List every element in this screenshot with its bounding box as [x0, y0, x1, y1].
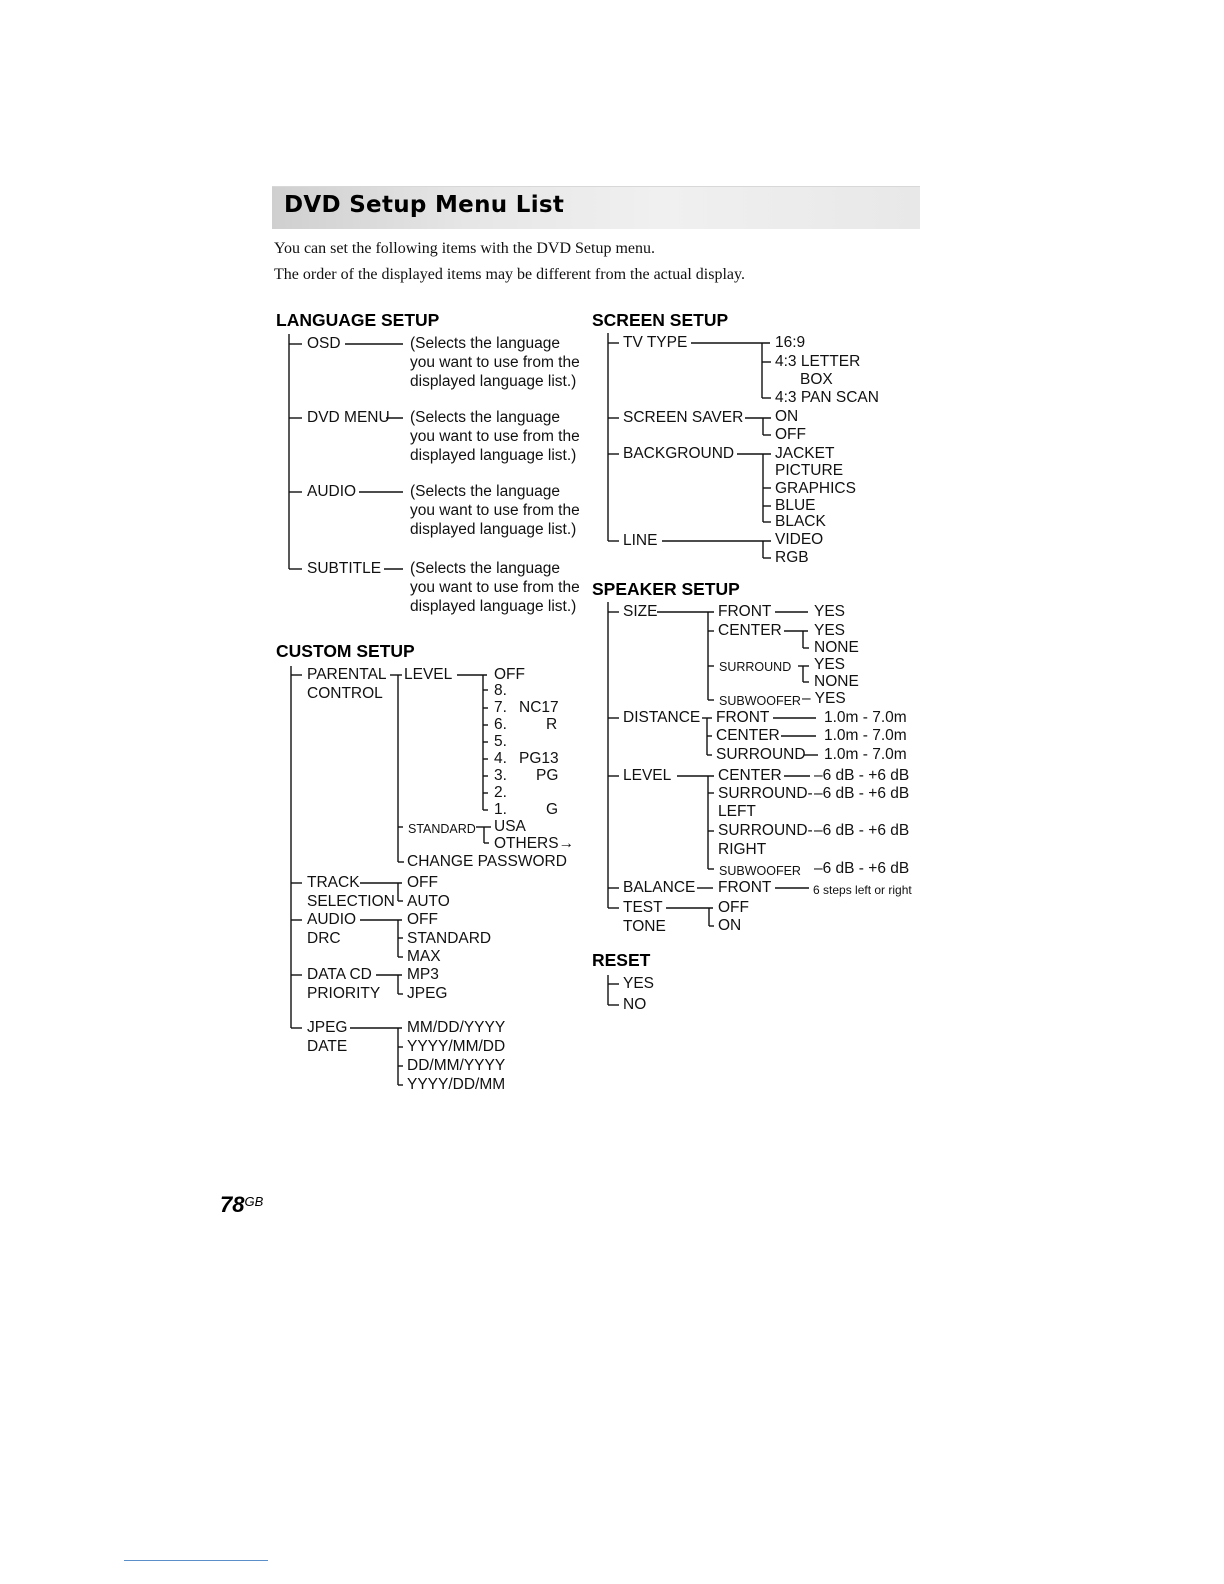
jpeg-date-label-1: JPEG: [307, 1019, 348, 1036]
size-center-yes: YES: [814, 622, 846, 639]
drc-off: OFF: [407, 911, 438, 928]
distance-front-range: 1.0m - 7.0m: [824, 709, 907, 726]
level-center: CENTER: [718, 767, 782, 784]
background-jacket: JACKET: [775, 445, 835, 462]
parental-control-label-1: PARENTAL: [307, 666, 387, 683]
tv-type-letter: 4:3 LETTER: [775, 353, 861, 370]
background-blue: BLUE: [775, 497, 816, 514]
level-3: 3.: [494, 767, 507, 784]
distance-center-range: 1.0m - 7.0m: [824, 727, 907, 744]
rating-nc17: NC17: [519, 699, 559, 716]
reset-no: NO: [623, 996, 647, 1013]
test-tone-label-2: TONE: [623, 918, 666, 935]
distance-surround: SURROUND: [716, 746, 806, 763]
subtitle-desc-2: you want to use from the: [410, 579, 580, 596]
data-cd-jpeg: JPEG: [407, 985, 448, 1002]
page-title: DVD Setup Menu List: [284, 192, 565, 218]
level-surround-left-range: –6 dB - +6 dB: [814, 785, 910, 802]
jpeg-date-option-4: YYYY/DD/MM: [407, 1076, 506, 1093]
screen-setup-heading: SCREEN SETUP: [592, 310, 729, 330]
test-tone-on: ON: [718, 917, 742, 934]
change-password: CHANGE PASSWORD: [407, 853, 567, 870]
subtitle-item: SUBTITLE: [307, 560, 382, 577]
size-front: FRONT: [718, 603, 772, 620]
standard-label: STANDARD: [408, 822, 476, 836]
osd-desc-3: displayed language list.): [410, 373, 577, 390]
audio-desc-3: displayed language list.): [410, 521, 577, 538]
jpeg-date-option-3: DD/MM/YYYY: [407, 1057, 506, 1074]
custom-setup-heading: CUSTOM SETUP: [276, 641, 415, 661]
parental-control-label-2: CONTROL: [307, 685, 383, 702]
track-auto: AUTO: [407, 893, 450, 910]
intro-line-2: The order of the displayed items may be different from the actual display.: [274, 266, 745, 283]
data-cd-mp3: MP3: [407, 966, 439, 983]
screen-saver-off: OFF: [775, 426, 806, 443]
level-center-range: –6 dB - +6 dB: [814, 767, 910, 784]
size-subwoofer: SUBWOOFER: [719, 694, 801, 708]
intro-line-1: You can set the following items with the DVD Setup menu.: [274, 240, 656, 257]
reset-yes: YES: [623, 975, 655, 992]
size-front-yes: YES: [814, 603, 846, 620]
track-selection-label-2: SELECTION: [307, 893, 395, 910]
distance-surround-range: 1.0m - 7.0m: [824, 746, 907, 763]
background-graphics: GRAPHICS: [775, 480, 856, 497]
size-label: SIZE: [623, 603, 658, 620]
level-8: 8.: [494, 682, 507, 699]
page-number-value: 78: [220, 1192, 245, 1217]
footer-rule: [124, 1560, 268, 1561]
distance-center: CENTER: [716, 727, 780, 744]
size-center-none: NONE: [814, 639, 859, 656]
level-6: 6.: [494, 716, 507, 733]
level-2: 2.: [494, 784, 507, 801]
tv-type-label: TV TYPE: [623, 334, 688, 351]
level-7: 7.: [494, 699, 507, 716]
page-number: [220, 1192, 263, 1218]
level-5: 5.: [494, 733, 507, 750]
rating-pg13: PG13: [519, 750, 559, 767]
level-label: LEVEL: [404, 666, 453, 683]
osd-item: OSD: [307, 335, 341, 352]
tv-type-box: BOX: [800, 371, 833, 388]
standard-others: OTHERS→: [494, 835, 575, 852]
dvd-menu-item: DVD MENU: [307, 409, 390, 426]
audio-desc-2: you want to use from the: [410, 502, 580, 519]
balance-front: FRONT: [718, 879, 772, 896]
rating-g: G: [546, 801, 559, 818]
test-tone-off: OFF: [718, 899, 749, 916]
dvd-menu-desc-1: (Selects the language: [410, 409, 560, 426]
level-off: OFF: [494, 666, 525, 683]
level-1: 1.: [494, 801, 507, 818]
line-video: VIDEO: [775, 531, 824, 548]
osd-desc-1: (Selects the language: [410, 335, 560, 352]
balance-label: BALANCE: [623, 879, 696, 896]
dvd-menu-desc-2: you want to use from the: [410, 428, 580, 445]
balance-value: 6 steps left or right: [813, 883, 912, 897]
distance-front: FRONT: [716, 709, 770, 726]
level-subwoofer-range: –6 dB - +6 dB: [814, 860, 910, 877]
language-setup-heading: LANGUAGE SETUP: [276, 310, 440, 330]
drc-standard: STANDARD: [407, 930, 492, 947]
track-off: OFF: [407, 874, 438, 891]
jpeg-date-label-2: DATE: [307, 1038, 348, 1055]
track-selection-label-1: TRACK: [307, 874, 360, 891]
osd-desc-2: you want to use from the: [410, 354, 580, 371]
audio-drc-label-2: DRC: [307, 930, 341, 947]
tv-type-pan-scan: 4:3 PAN SCAN: [775, 389, 879, 406]
level-surround-right-2: RIGHT: [718, 841, 767, 858]
size-center: CENTER: [718, 622, 782, 639]
page-number-suffix: GB: [244, 1194, 264, 1209]
drc-max: MAX: [407, 948, 441, 965]
level-surround-left-1: SURROUND-: [718, 785, 813, 802]
level-subwoofer: SUBWOOFER: [719, 864, 801, 878]
tv-type-16-9: 16:9: [775, 334, 806, 351]
audio-desc-1: (Selects the language: [410, 483, 560, 500]
size-surround-yes: YES: [814, 656, 846, 673]
level-surround-right-range: –6 dB - +6 dB: [814, 822, 910, 839]
size-subwoofer-yes: – YES: [802, 690, 846, 707]
background-label: BACKGROUND: [623, 445, 735, 462]
dvd-menu-desc-3: displayed language list.): [410, 447, 577, 464]
standard-usa: USA: [494, 818, 526, 835]
data-cd-priority-label-1: DATA CD: [307, 966, 372, 983]
data-cd-priority-label-2: PRIORITY: [307, 985, 381, 1002]
line-rgb: RGB: [775, 549, 809, 566]
screen-saver-label: SCREEN SAVER: [623, 409, 744, 426]
screen-saver-on: ON: [775, 408, 799, 425]
audio-item: AUDIO: [307, 483, 357, 500]
speaker-setup-heading: SPEAKER SETUP: [592, 579, 740, 599]
jpeg-date-option-1: MM/DD/YYYY: [407, 1019, 506, 1036]
rating-r: R: [546, 716, 558, 733]
background-black: BLACK: [775, 513, 826, 530]
subtitle-desc-1: (Selects the language: [410, 560, 560, 577]
reset-heading: RESET: [592, 950, 651, 970]
jpeg-date-option-2: YYYY/MM/DD: [407, 1038, 506, 1055]
size-surround-none: NONE: [814, 673, 859, 690]
size-surround: SURROUND: [719, 660, 792, 674]
background-picture: PICTURE: [775, 462, 844, 479]
test-tone-label-1: TEST: [623, 899, 663, 916]
line-label: LINE: [623, 532, 658, 549]
rating-pg: PG: [536, 767, 559, 784]
level-surround-right-1: SURROUND-: [718, 822, 813, 839]
subtitle-desc-3: displayed language list.): [410, 598, 577, 615]
distance-label: DISTANCE: [623, 709, 701, 726]
audio-drc-label-1: AUDIO: [307, 911, 357, 928]
level-4: 4.: [494, 750, 507, 767]
level-label-speaker: LEVEL: [623, 767, 672, 784]
level-surround-left-2: LEFT: [718, 803, 756, 820]
